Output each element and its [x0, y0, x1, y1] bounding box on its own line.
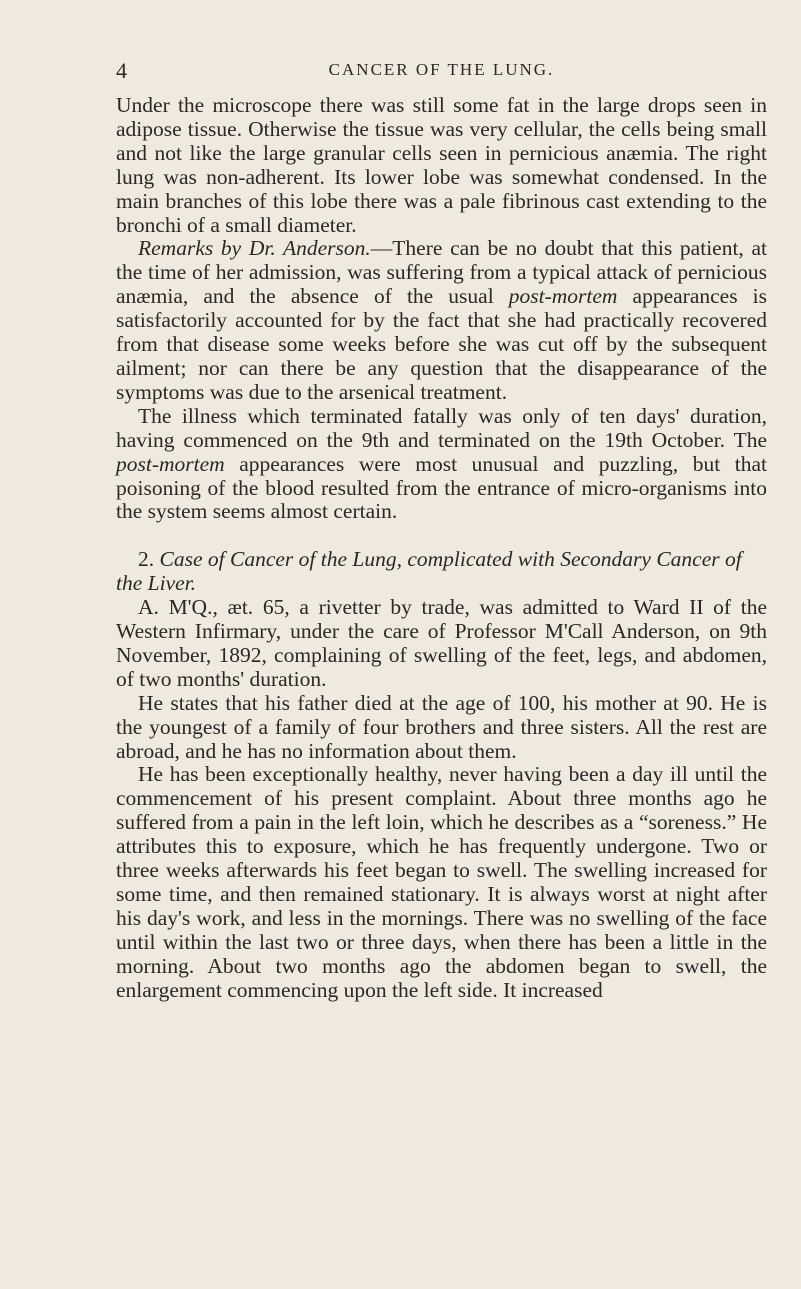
paragraph-microscope: Under the microscope there was still some fat in the large drops seen in adipose tissue. Otherwise the tissue was very cellular, the cells being small and not like the large granular cells seen in pernicious anæmia. The right lung was non-adherent. Its lower lobe was somewhat condensed. In the main branches of this lobe there was a pale fibrinous cast extending to the bronchi of a small diameter.	[116, 93, 767, 237]
illness-text-a: The illness which terminated fatally was only of ten days' duration, having commenced on the 9th and terminated on the 19th October. The	[116, 403, 767, 452]
paragraph-admission: A. M'Q., æt. 65, a rivetter by trade, was admitted to Ward II of the Western Infirmary, under the care of Professor M'Call Anderson, on 9th November, 1892, complaining of swelling of the feet, legs, and abdomen, of two months' duration.	[116, 595, 767, 691]
paragraph-family-history: He states that his father died at the age of 100, his mother at 90. He is the youngest of a family of four brothers and three sisters. All the rest are abroad, and he has no information about them.	[116, 690, 767, 763]
running-header	[116, 58, 767, 94]
page-number: 4	[116, 58, 127, 83]
paragraph-remarks	[116, 237, 767, 404]
remarks-text-a: —There can be no doubt that this patient, at the time of her admission, was suffering from a typical attack of pernicious anæmia, and the absence of the usual	[116, 236, 767, 309]
running-title: CANCER OF THE LUNG.	[328, 60, 555, 79]
section-gap	[116, 524, 767, 548]
paragraph-present-complaint: He has been exceptionally healthy, never having been a day ill until the commencement of his present complaint. About three months ago he suffered from a pain in the left loin, which he describes as a “soreness.” He attributes this to exposure, which he has frequently undergone. Two or three weeks afterwards his feet began to swell. The swelling increased for some time, and then remained stationary. It is always worst at night after his day's work, and less in the mornings. There was no swelling of the face until within the last two or three days, when there has been a little in the morning. About two months ago the abdomen began to swell, the enlargement commencing upon the left side. It increased	[116, 762, 767, 1002]
remarks-italic: post-mortem	[508, 284, 618, 309]
illness-italic: post-mortem	[116, 451, 225, 476]
case-title: Case of Cancer of the Lung, complicated with Secondary Cancer of the Liver.	[116, 547, 742, 596]
case-heading	[116, 548, 767, 596]
illness-text-b: appearances were most unusual and puzzling, but that poisoning of the blood resulted from the entrance of micro-organisms into the system seems almost certain.	[116, 451, 767, 524]
remarks-text-b: appearances is satisfactorily accounted for by the fact that she had practically recovered from that disease some weeks before she was cut off by the subsequent ailment; nor can there be any question that the disappearance of the symptoms was due to the arsenical treatment.	[116, 284, 768, 404]
paragraph-illness	[116, 405, 767, 525]
remarks-lead: Remarks by Dr. Anderson.	[138, 236, 371, 261]
case-number: 2.	[138, 547, 160, 572]
body-text	[116, 94, 767, 1003]
